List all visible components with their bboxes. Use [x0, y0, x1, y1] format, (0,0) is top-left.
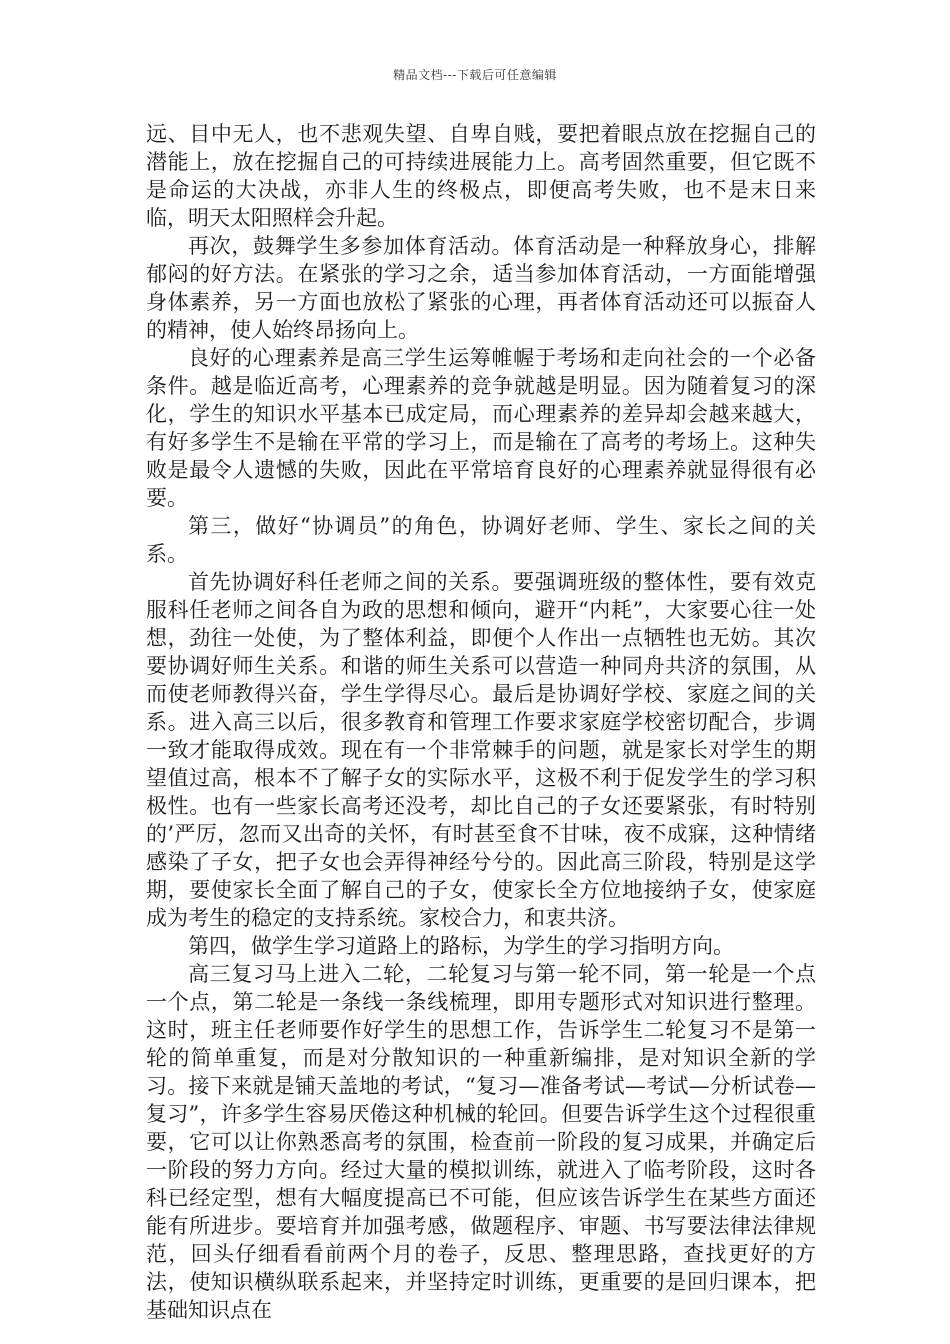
paragraph-psychology: 良好的心理素养是高三学生运筹帷幄于考场和走向社会的一个必备条件。越是临近高考，心理素养的竞争就越是明显。因为随着复习的深化，学生的知识水平基本已成定局，而心理素养的差异却会越来越大，有好多学生不是输在平常的学习上，而是输在了高考的考场上。这种失败是最令人遗憾的失败，因此在平常培育良好的心理素养就显得很有必要。 — [146, 346, 816, 510]
paragraph-signpost: 第四，做学生学习道路上的路标，为学生的学习指明方向。 — [188, 934, 734, 958]
page-header: 精品文档---下载后可任意编辑 — [393, 68, 557, 82]
document-body — [146, 120, 816, 1324]
paragraph-sports: 再次，鼓舞学生多参加体育活动。体育活动是一种释放身心，排解郁闷的好方法。在紧张的学习之余，适当参加体育活动，一方面能增强身体素养，另一方面也放松了紧张的心理，再者体育活动还可以振奋人的精神，使人始终昂扬向上。 — [146, 234, 816, 342]
paragraph-coordinator: 第三，做好“协调员”的角色，协调好老师、学生、家长之间的关系。 — [146, 514, 816, 566]
paragraph-relationships: 首先协调好科任老师之间的关系。要强调班级的整体性，要有效克服科任老师之间各自为政的思想和倾向，避开“内耗”，大家要心往一处想，劲往一处使，为了整体利益，即便个人作出一点牺牲也无妨。其次要协调好师生关系。和谐的师生关系可以营造一种同舟共济的氛围，从而使老师教得兴奋，学生学得尽心。最后是协调好学校、家庭之间的关系。进入高三以后，很多教育和管理工作要求家庭学校密切配合，步调一致才能取得成效。现在有一个非常棘手的问题，就是家长对学生的期望值过高，根本不了解子女的实际水平，这极不利于促发学生的学习积极性。也有一些家长高考还没考，却比自己的子女还要紧张，有时特别的’严厉，忽而又出奇的关怀，有时甚至食不甘味，夜不成寐，这种情绪感染了子女，把子女也会弄得神经兮兮的。因此高三阶段，特别是这学期，要使家长全面了解自己的子女，使家长全方位地接纳子女，使家庭成为考生的稳定的支持系统。家校合力，和衷共济。 — [146, 570, 816, 930]
paragraph-continuation: 远、目中无人，也不悲观失望、自卑自贱，要把着眼点放在挖掘自己的潜能上，放在挖掘自己的可持续进展能力上。高考固然重要，但它既不是命运的大决战，亦非人生的终极点，即便高考失败，也不是末日来临，明天太阳照样会升起。 — [146, 122, 816, 230]
paragraph-second-round: 高三复习马上进入二轮，二轮复习与第一轮不同，第一轮是一个点一个点，第二轮是一条线一条线梳理，即用专题形式对知识进行整理。这时，班主任老师要作好学生的思想工作，告诉学生二轮复习不是第一轮的简单重复，而是对分散知识的一种重新编排，是对知识全新的学习。接下来就是铺天盖地的考试，“复习—准备考试—考试—分析试卷—复习”，许多学生容易厌倦这种机械的轮回。但要告诉学生这个过程很重要，它可以让你熟悉高考的氛围，检查前一阶段的复习成果，并确定后一阶段的努力方向。经过大量的模拟训练，就进入了临考阶段，这时各科已经定型，想有大幅度提高已不可能，但应该告诉学生在某些方面还能有所进步。要培育并加强考感，做题程序、审题、书写要法律法律规范，回头仔细看看前两个月的卷子，反思、整理思路，查找更好的方法，使知识横纵联系起来，并坚持定时训练，更重要的是回归课本，把基础知识点在 — [146, 962, 816, 1322]
